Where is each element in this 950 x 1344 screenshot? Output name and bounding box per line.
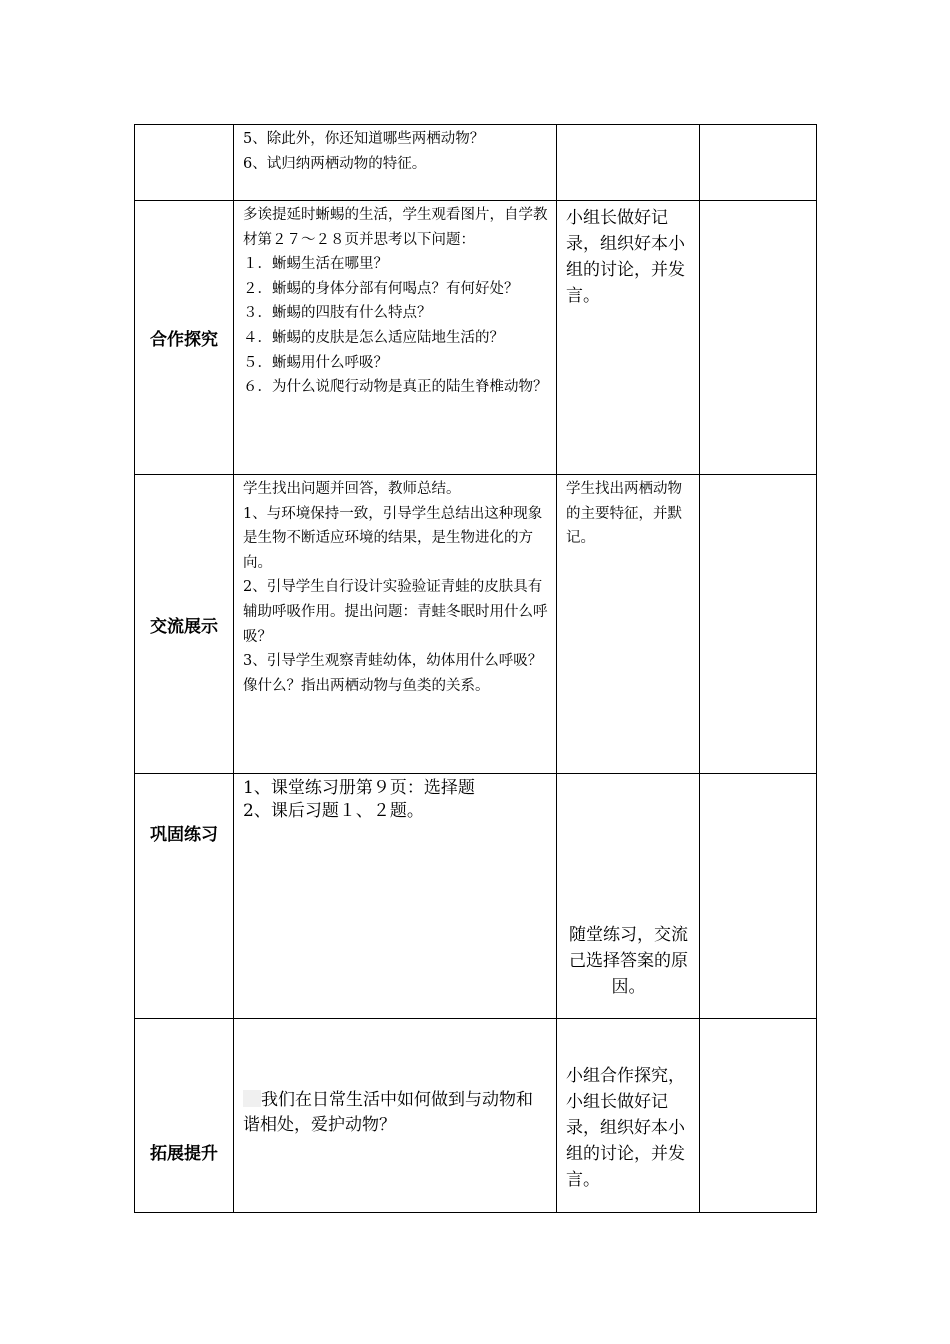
stage-cell: [135, 125, 234, 201]
lesson-plan-table: [134, 124, 817, 1213]
notes-cell: [557, 774, 700, 1019]
question-line: ２．蜥蜴的身体分部有何喝点？有何好处？: [243, 280, 519, 297]
student-activity: 小组长做好记录，组织好本小组的讨论，并发言。: [566, 208, 685, 306]
stage-cell: [135, 1019, 234, 1213]
notes-cell: [557, 201, 700, 475]
student-activity: 小组合作探究，小组长做好记录，组织好本小组的讨论，并发言。: [566, 1066, 685, 1190]
empty-cell: [700, 125, 817, 201]
empty-cell: [700, 1019, 817, 1213]
question-line: 5、除此外，你还知道哪些两栖动物？: [243, 131, 485, 147]
student-activity: 随堂练习，交流己选择答案的原因。: [569, 925, 688, 997]
intro-line: 多诶提延时蜥蜴的生活，学生观看图片，自学教材第２７～２８页并思考以下问题：: [243, 207, 548, 248]
stage-label: 交流展示: [150, 616, 218, 637]
table-row: [135, 125, 817, 201]
point-line: 3、引导学生观察青蛙幼体，幼体用什么呼吸？像什么？指出两栖动物与鱼类的关系。: [243, 653, 543, 694]
stage-label: 巩固练习: [150, 825, 218, 845]
question-line: ５．蜥蜴用什么呼吸？: [243, 354, 388, 371]
content-cell: [234, 475, 557, 774]
notes-cell: [557, 1019, 700, 1213]
question-line: １．蜥蜴生活在哪里？: [243, 256, 388, 273]
notes-cell: [557, 475, 700, 774]
content-cell: [234, 201, 557, 475]
question-line: 6、试归纳两栖动物的特征。: [243, 155, 427, 172]
stage-cell: [135, 774, 234, 1019]
point-line: 2、引导学生自行设计实验验证青蛙的皮肤具有辅助呼吸作用。提出问题：青蛙冬眠时用什么呼吸？: [243, 579, 548, 645]
discussion-question: 我们在日常生活中如何做到与动物和谐相处，爱护动物？: [243, 1090, 533, 1135]
table-row: [135, 774, 817, 1019]
empty-cell: [700, 475, 817, 774]
student-activity: 学生找出两栖动物的主要特征，并默记。: [566, 481, 682, 546]
exercise-line: 1、课堂练习册第９页：选择题: [243, 778, 475, 798]
stage-label: 合作探究: [150, 330, 218, 350]
exercise-line: 2、课后习题１、２题。: [243, 801, 424, 821]
question-line: ３．蜥蜴的四肢有什么特点？: [243, 305, 432, 322]
empty-cell: [700, 774, 817, 1019]
content-cell: [234, 1019, 557, 1213]
table-row: [135, 201, 817, 475]
notes-cell: [557, 125, 700, 201]
table-row: [135, 475, 817, 774]
question-line: ６．为什么说爬行动物是真正的陆生脊椎动物？: [243, 379, 548, 396]
content-cell: [234, 125, 557, 201]
table-row: [135, 1019, 817, 1213]
stage-label: 拓展提升: [150, 1144, 218, 1164]
question-line: ４．蜥蜴的皮肤是怎么适应陆地生活的？: [243, 329, 504, 346]
stage-cell: [135, 475, 234, 774]
stage-cell: [135, 201, 234, 475]
empty-cell: [700, 201, 817, 475]
highlight-mark: [243, 1090, 261, 1107]
content-cell: [234, 774, 557, 1019]
point-line: 1、与环境保持一致，引导学生总结出这种现象是生物不断适应环境的结果，是生物进化的方向。: [243, 505, 543, 571]
summary-line: 学生找出问题并回答，教师总结。: [243, 481, 461, 497]
